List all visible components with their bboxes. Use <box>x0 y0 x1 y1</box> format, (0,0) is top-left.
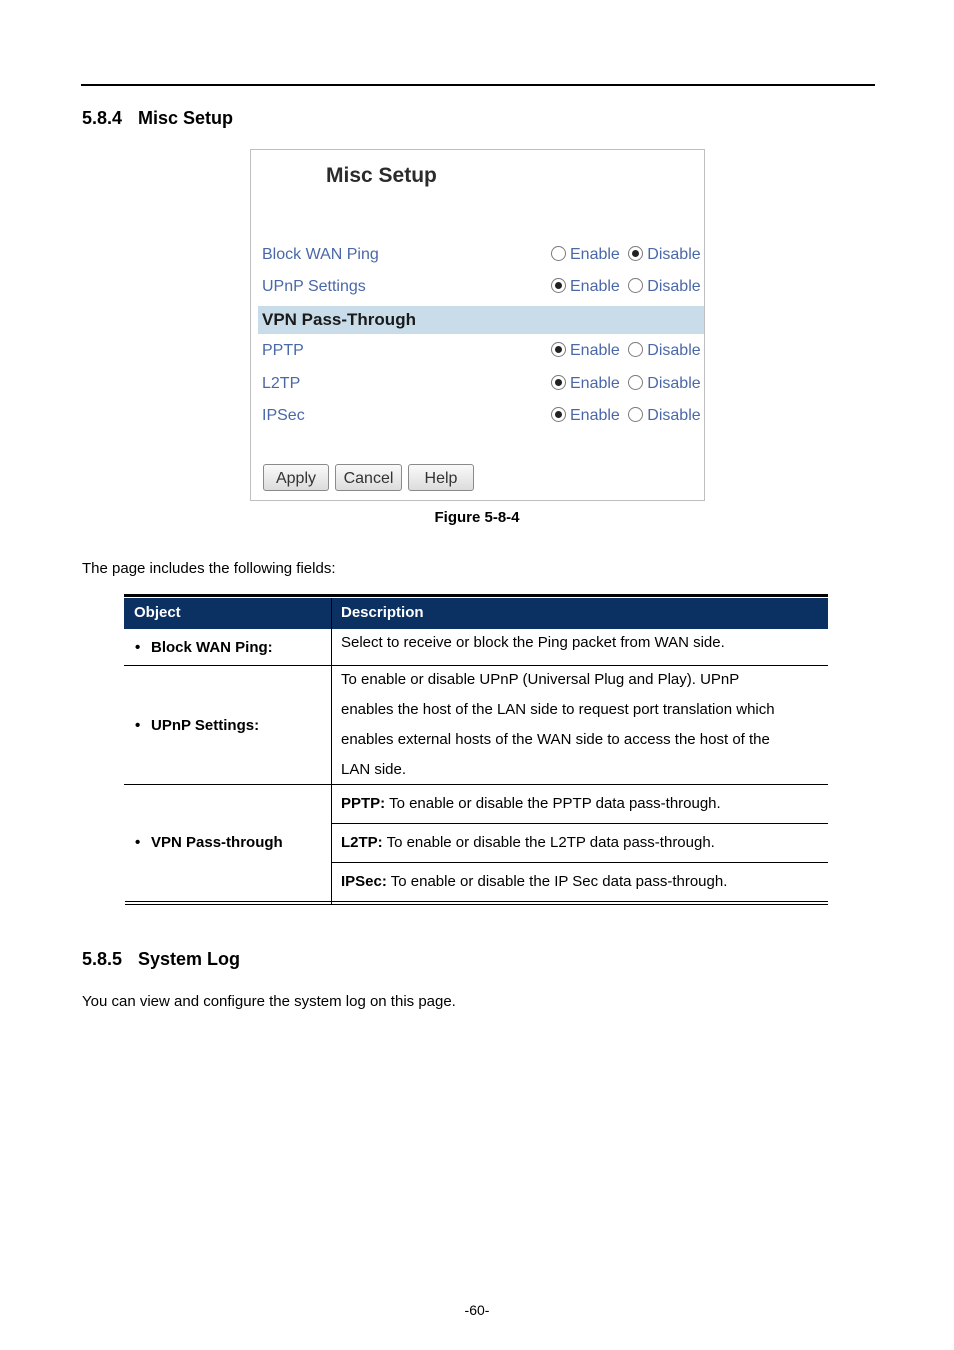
disable-label: Disable <box>647 342 701 359</box>
misc-setup-screenshot <box>250 149 705 501</box>
description-block-wan-ping: Select to receive or block the Ping packet from WAN side. <box>341 634 725 651</box>
object-upnp-settings: • UPnP Settings: <box>135 717 260 734</box>
apply-button[interactable]: Apply <box>263 464 329 491</box>
radio-selected-icon[interactable] <box>628 246 643 261</box>
help-button[interactable]: Help <box>408 464 474 491</box>
enable-option[interactable] <box>551 278 620 296</box>
radio-group <box>551 278 705 296</box>
radio-group <box>551 342 705 360</box>
disable-option[interactable] <box>628 246 700 264</box>
table-header <box>124 598 828 629</box>
description-ipsec <box>341 867 727 897</box>
term-text: To enable or disable the PPTP data pass-through. <box>385 795 721 812</box>
term-l2tp: L2TP: <box>341 834 383 851</box>
object-label: Block WAN Ping: <box>151 639 273 656</box>
description-upnp-settings <box>341 665 775 785</box>
disable-label: Disable <box>647 407 701 424</box>
disable-option[interactable] <box>628 375 700 393</box>
radio-icon[interactable] <box>628 375 643 390</box>
row-label: PPTP <box>262 342 304 359</box>
intro-text: The page includes the following fields: <box>82 560 336 577</box>
radio-icon[interactable] <box>551 246 566 261</box>
disable-option[interactable] <box>628 407 700 425</box>
section-number: 5.8.4 <box>82 108 123 128</box>
header-rule <box>81 84 875 86</box>
enable-option[interactable] <box>551 342 620 360</box>
row-upnp-settings <box>251 273 704 303</box>
table-bottom-rule <box>125 901 828 902</box>
row-divider <box>124 784 828 785</box>
disable-option[interactable] <box>628 342 700 360</box>
radio-icon[interactable] <box>628 407 643 422</box>
row-label: Block WAN Ping <box>262 246 379 263</box>
header-description: Description <box>341 604 424 621</box>
object-block-wan-ping: • Block WAN Ping: <box>135 639 273 656</box>
description-line: To enable or disable UPnP (Universal Plug and Play). UPnP <box>341 671 740 688</box>
section-heading-system-log <box>82 949 240 970</box>
row-l2tp <box>251 370 704 400</box>
radio-selected-icon[interactable] <box>551 342 566 357</box>
section-heading-misc-setup <box>82 108 233 129</box>
column-divider <box>331 598 332 904</box>
enable-label: Enable <box>570 407 620 424</box>
row-label: L2TP <box>262 375 301 392</box>
row-block-wan-ping <box>251 241 704 271</box>
vpn-passthrough-band <box>258 306 704 334</box>
row-label: IPSec <box>262 407 305 424</box>
description-line: enables the host of the LAN side to request port translation which <box>341 701 775 718</box>
description-line: enables external hosts of the WAN side to access the host of the <box>341 731 770 748</box>
radio-selected-icon[interactable] <box>551 375 566 390</box>
section-number: 5.8.5 <box>82 949 123 969</box>
enable-label: Enable <box>570 375 620 392</box>
radio-icon[interactable] <box>628 342 643 357</box>
system-log-text: You can view and configure the system log on this page. <box>82 993 456 1010</box>
description-pptp <box>341 789 721 819</box>
page-number: -60- <box>464 1302 490 1318</box>
row-pptp <box>251 337 704 367</box>
cancel-button[interactable]: Cancel <box>335 464 402 491</box>
object-label: UPnP Settings: <box>151 717 260 734</box>
description-l2tp <box>341 828 715 858</box>
disable-option[interactable] <box>628 278 700 296</box>
enable-option[interactable] <box>551 246 620 264</box>
radio-selected-icon[interactable] <box>551 407 566 422</box>
header-object: Object <box>134 604 181 621</box>
enable-label: Enable <box>570 246 620 263</box>
description-line: LAN side. <box>341 761 407 778</box>
enable-option[interactable] <box>551 375 620 393</box>
enable-label: Enable <box>570 278 620 295</box>
term-ipsec: IPSec: <box>341 873 387 890</box>
enable-option[interactable] <box>551 407 620 425</box>
section-title: System Log <box>138 949 241 969</box>
term-pptp: PPTP: <box>341 795 386 812</box>
vpn-passthrough-heading: VPN Pass-Through <box>262 310 416 329</box>
row-divider <box>332 862 828 863</box>
enable-label: Enable <box>570 342 620 359</box>
section-title: Misc Setup <box>138 108 234 128</box>
row-ipsec <box>251 402 704 432</box>
radio-group <box>551 246 705 264</box>
row-label: UPnP Settings <box>262 278 366 295</box>
disable-label: Disable <box>647 278 701 295</box>
term-text: To enable or disable the IP Sec data pass-through. <box>386 873 728 890</box>
term-text: To enable or disable the L2TP data pass-through. <box>382 834 715 851</box>
radio-selected-icon[interactable] <box>551 278 566 293</box>
object-label: VPN Pass-through <box>151 834 283 851</box>
radio-group <box>551 375 705 393</box>
table-bottom-rule <box>125 904 828 905</box>
table-top-rule <box>124 594 828 597</box>
radio-group <box>551 407 705 425</box>
object-vpn-passthrough: • VPN Pass-through <box>135 834 283 851</box>
row-divider <box>332 823 828 824</box>
disable-label: Disable <box>647 246 701 263</box>
figure-caption: Figure 5-8-4 <box>434 509 520 526</box>
radio-icon[interactable] <box>628 278 643 293</box>
disable-label: Disable <box>647 375 701 392</box>
screenshot-title: Misc Setup <box>326 164 437 187</box>
